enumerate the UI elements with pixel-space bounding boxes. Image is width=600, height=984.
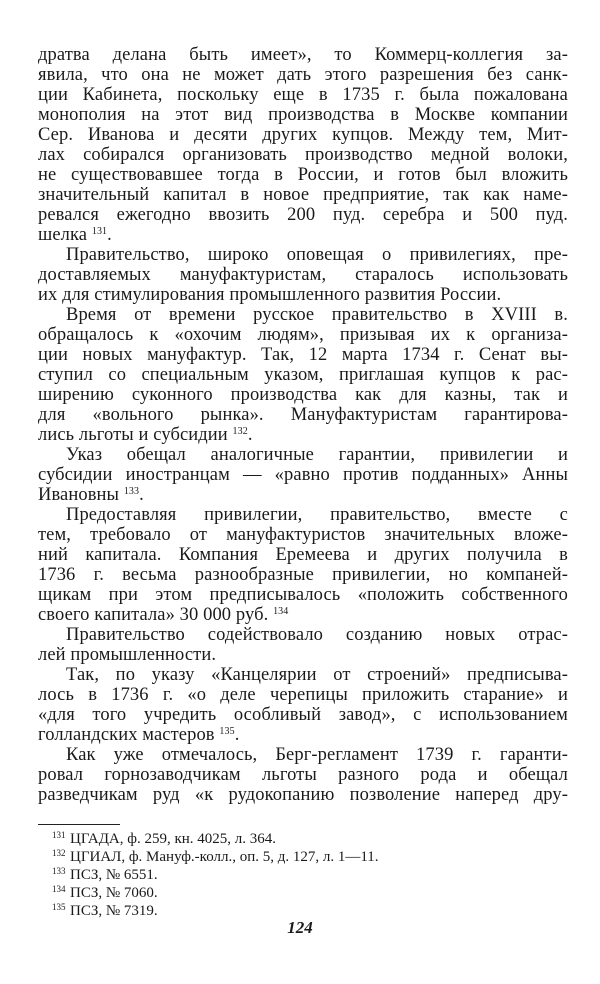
text-line-content: лось в 1736 г. «о деле черепицы приложить старание» и — [38, 685, 568, 705]
footnote-reference[interactable]: 132 — [232, 426, 248, 437]
paragraph — [38, 505, 568, 625]
text-line-content: голландских мастеров — [38, 725, 215, 745]
text-line — [38, 725, 568, 745]
footnote-number: 135 — [52, 902, 66, 912]
body-text — [38, 45, 568, 805]
text-line — [38, 765, 568, 785]
text-line — [38, 385, 568, 405]
text-line-content: Ивановны — [38, 485, 120, 505]
text-line-content: «для того учредить особливый завод», с использованием — [38, 705, 568, 725]
text-line-content: Указ обещал аналогичные гарантии, привилегии и — [66, 445, 568, 465]
text-line-content: значительный капитал в новое предприятие, так как наме- — [38, 185, 568, 205]
text-line-content: субсидии иностранцам — «равно против подданных» Анны — [38, 465, 568, 485]
text-line-content: Время от времени русское правительство в XVIII в. — [66, 305, 568, 325]
footnotes — [52, 826, 379, 919]
text-line — [38, 325, 568, 345]
text-line-content: Как уже отмечалось, Берг-регламент 1739 г. гаранти- — [66, 745, 568, 765]
text-line — [38, 485, 568, 505]
text-line — [38, 605, 568, 625]
footnote — [52, 898, 379, 919]
footnote-number: 132 — [52, 848, 66, 858]
paragraph — [38, 245, 568, 305]
text-line-content: ции Кабинета, поскольку еще в 1735 г. была пожалована — [38, 85, 568, 105]
footnote-number: 131 — [52, 830, 66, 840]
text-line — [38, 65, 568, 85]
text-line — [38, 285, 568, 305]
footnote-text: ПСЗ, № 6551. — [70, 867, 158, 883]
paragraph — [38, 305, 568, 445]
text-line — [38, 645, 568, 665]
footnote-reference[interactable]: 134 — [273, 606, 289, 617]
paragraph — [38, 45, 568, 245]
text-line-content: Предоставляя привилегии, правительство, вместе с — [66, 505, 568, 525]
footnote-text: ЦГАДА, ф. 259, кн. 4025, л. 364. — [70, 831, 277, 847]
footnote-divider — [38, 824, 120, 825]
footnote-number: 133 — [52, 866, 66, 876]
text-line-content: щикам при этом предписывалось «положить собственного — [38, 585, 568, 605]
paragraph — [38, 625, 568, 665]
text-line — [38, 245, 568, 265]
footnote-reference[interactable]: 135 — [219, 726, 235, 737]
text-line — [38, 545, 568, 565]
punctuation: . — [247, 425, 253, 445]
text-line — [38, 585, 568, 605]
text-line-content: ступил со специальным указом, приглашая купцов к рас- — [38, 365, 568, 385]
footnote-reference[interactable]: 133 — [123, 486, 140, 497]
text-line-content: разведчикам руд «к рудокопанию позволение наперед дру- — [38, 785, 568, 805]
text-line — [38, 405, 568, 425]
footnote-text: ПСЗ, № 7319. — [70, 903, 158, 919]
text-line — [38, 225, 568, 245]
text-line — [38, 85, 568, 105]
text-line-content: Правительство содействовало созданию новых отрас- — [66, 625, 568, 645]
text-line — [38, 345, 568, 365]
footnote-text: ПСЗ, № 7060. — [70, 885, 158, 901]
text-line-content: Так, по указу «Канцелярии от строений» предписыва- — [66, 665, 568, 685]
footnote — [52, 826, 379, 847]
text-line — [38, 505, 568, 525]
text-line-content: явила, что она не может дать этого разрешения без санк- — [38, 65, 568, 85]
text-line — [38, 745, 568, 765]
text-line-content: их для стимулирования промышленного развития России. — [38, 285, 502, 305]
text-line — [38, 445, 568, 465]
text-line — [38, 785, 568, 805]
text-line — [38, 465, 568, 485]
text-line-content: монополия на этот вид производства в Москве компании — [38, 105, 568, 125]
text-line — [38, 305, 568, 325]
text-line — [38, 525, 568, 545]
text-line-content: не существовавшее тогда в России, и готов был вложить — [38, 165, 568, 185]
page-number: 124 — [287, 918, 313, 937]
text-line-content: доставляемых мануфактуристам, старалось использовать — [38, 265, 568, 285]
text-line — [38, 365, 568, 385]
text-line-content: ровал горнозаводчикам льготы разного рода и обещал — [38, 765, 568, 785]
text-line — [38, 265, 568, 285]
punctuation: . — [139, 485, 144, 505]
text-line-content: своего капитала» 30 000 руб. — [38, 605, 269, 625]
footnote-text: ЦГИАЛ, ф. Мануф.-колл., оп. 5, д. 127, л. 1—11. — [70, 849, 379, 865]
footnote — [52, 880, 379, 901]
text-line-content: для «вольного рынка». Мануфактуристам гарантирова- — [38, 405, 568, 425]
paragraph — [38, 665, 568, 745]
text-line — [38, 125, 568, 145]
text-line-content: лах собирался организовать производство медной волоки, — [38, 145, 568, 165]
text-line-content: лись льготы и субсидии — [38, 425, 228, 445]
text-line — [38, 685, 568, 705]
footnote-number: 134 — [52, 884, 66, 894]
punctuation: . — [234, 725, 240, 745]
text-line-content: лей промышленности. — [38, 645, 217, 665]
footnote — [52, 844, 379, 865]
text-line — [38, 565, 568, 585]
text-line-content: 1736 г. весьма разнообразные привилегии, но компаней- — [38, 565, 568, 585]
text-line-content: тем, требовало от мануфактуристов значительных вложе- — [38, 525, 568, 545]
punctuation: . — [107, 225, 112, 245]
text-line — [38, 145, 568, 165]
text-line-content: Правительство, широко оповещая о привилегиях, пре- — [66, 245, 568, 265]
text-line — [38, 665, 568, 685]
text-line-content: ревался ежегодно ввозить 200 пуд. серебра и 500 пуд. — [38, 205, 568, 225]
paragraph — [38, 745, 568, 805]
text-line — [38, 45, 568, 65]
paragraph — [38, 445, 568, 505]
text-line-content: ширению суконного производства как для казны, так и — [38, 385, 568, 405]
text-line-content: дратва делана быть имеет», то Коммерц-коллегия за- — [38, 45, 568, 65]
text-line-content: Сер. Иванова и десяти других купцов. Между тем, Мит- — [38, 125, 568, 145]
text-line — [38, 205, 568, 225]
footnote-reference[interactable]: 131 — [91, 226, 108, 237]
text-line-content: ции новых мануфактур. Так, 12 марта 1734 г. Сенат вы- — [38, 345, 568, 365]
text-line-content: обращалось к «охочим людям», призывая их к организа- — [38, 325, 568, 345]
text-line — [38, 165, 568, 185]
text-line — [38, 705, 568, 725]
text-line-content: ний капитала. Компания Еремеева и других получила в — [38, 545, 568, 565]
text-line — [38, 185, 568, 205]
text-line — [38, 425, 568, 445]
text-line — [38, 625, 568, 645]
text-line — [38, 105, 568, 125]
text-line-content: шелка — [38, 225, 88, 245]
